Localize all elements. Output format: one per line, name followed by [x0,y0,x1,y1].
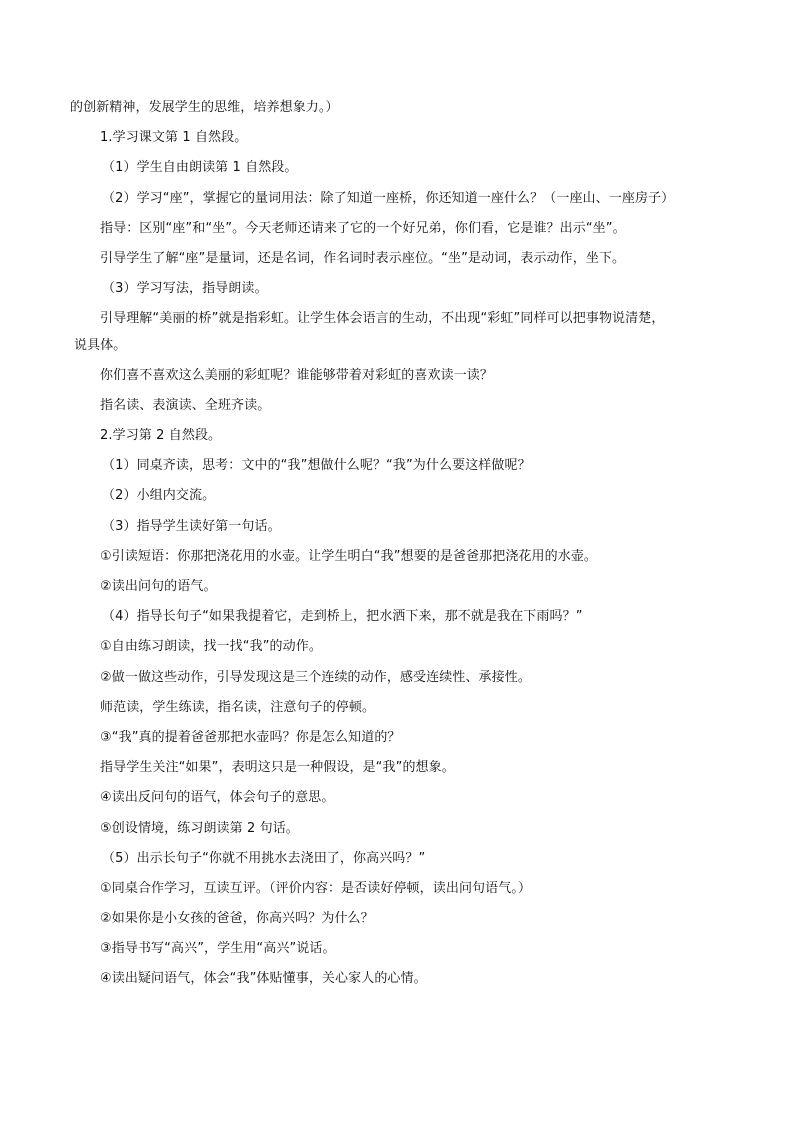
paragraph-line: ②如果你是小女孩的爸爸，你高兴吗？为什么？ [100,911,374,927]
paragraph-line-continued: 说具体。 [74,337,127,353]
paragraph-line: ②读出问句的语气。 [100,579,217,594]
paragraph-line: （2）小组内交流。 [102,488,216,504]
paragraph-line: 师范读，学生练读，指名读，注意句子的停顿。 [100,699,376,715]
paragraph-line: ①引读短语：你那把浇花用的水壶。让学生明白“我”想要的是爸爸那把浇花用的水壶。 [100,548,598,564]
paragraph-line: 你们喜不喜欢这么美丽的彩虹呢？谁能够带着对彩虹的喜欢读一读？ [100,367,494,383]
paragraph-line: ①同桌合作学习，互读互评。（评价内容：是否读好停顿，读出问句语气。） [100,880,532,896]
paragraph-line: ②做一做这些动作，引导发现这是三个连续的动作，感受连续性、承接性。 [100,669,531,685]
paragraph-line: ①自由练习朗读，找一找“我”的动作。 [100,639,322,655]
paragraph-line: ④读出反问句的语气，体会句子的意思。 [100,790,335,806]
paragraph-line: （5）出示长句子“你就不用挑水去浇田了，你高兴吗？” [102,850,426,866]
paragraph-line: 指导：区别“座”和“坐”。今天老师还请来了它的一个好兄弟，你们看，它是谁？出示“坐”。 [100,220,626,236]
paragraph-line: 的创新精神，发展学生的思维，培养想象力。） [70,100,339,115]
paragraph-line: ③指导书写“高兴”，学生用“高兴”说话。 [100,941,336,957]
document-body [70,98,724,1000]
paragraph-line: （3）指导学生读好第一句话。 [102,518,281,534]
paragraph-line: 引导理解“美丽的桥”就是指彩虹。让学生体会语言的生动，不出现“彩虹”同样可以把事物说清楚， [100,311,665,327]
section-heading-1: 1.学习课文第 1 自然段。 [100,130,248,146]
section-heading-2: 2.学习第 2 自然段。 [100,428,222,444]
paragraph-line: ⑤创设情境，练习朗读第 2 句话。 [100,820,299,836]
paragraph-line: 指导学生关注“如果”，表明这只是一种假设，是“我”的想象。 [100,760,455,776]
paragraph-line: （2）学习“座”，掌握它的量词用法：除了知道一座桥，你还知道一座什么？（一座山、一座房子） [102,190,675,206]
paragraph-line: （4）指导长句子“如果我提着它，走到桥上，把水洒下来，那不就是我在下雨吗？” [102,609,583,625]
paragraph-line: 指名读、表演读、全班齐读。 [100,397,271,413]
paragraph-line: （1）同桌齐读，思考：文中的“我”想做什么呢？“我”为什么要这样做呢？ [102,458,531,474]
paragraph-line: ③“我”真的提着爸爸那把水壶吗？你是怎么知道的？ [100,729,401,745]
paragraph-line: （1）学生自由朗读第 1 自然段。 [102,160,298,176]
paragraph-line: ④读出疑问语气，体会“我”体贴懂事，关心家人的心情。 [100,971,427,987]
paragraph-line: 引导学生了解“座”是量词，还是名词，作名词时表示座位。“坐”是动词，表示动作，坐下。 [100,250,626,266]
paragraph-line: （3）学习写法，指导朗读。 [102,281,268,297]
